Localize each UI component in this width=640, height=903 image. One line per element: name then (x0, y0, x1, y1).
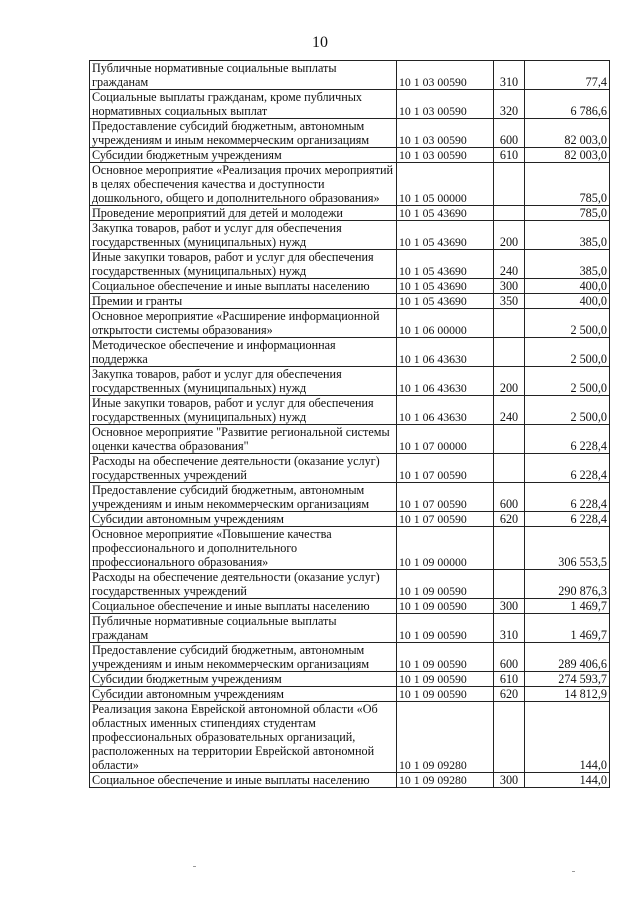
row-name-cell: Предоставление субсидий бюджетным, автономным учреждениям и иным некоммерческим организациям (90, 643, 397, 672)
row-vr-cell: 600 (494, 643, 525, 672)
row-amount-cell: 2 500,0 (525, 367, 610, 396)
row-name-cell: Расходы на обеспечение деятельности (оказание услуг) государственных учреждений (90, 570, 397, 599)
row-name-cell: Основное мероприятие «Повышение качества профессионального и дополнительного профессионального образования» (90, 527, 397, 570)
row-code-cell: 10 1 06 43630 (397, 396, 494, 425)
row-name-cell: Субсидии бюджетным учреждениям (90, 672, 397, 687)
row-code-cell: 10 1 05 43690 (397, 250, 494, 279)
row-vr-cell: 600 (494, 119, 525, 148)
row-vr-cell (494, 570, 525, 599)
row-vr-cell: 610 (494, 672, 525, 687)
row-name-cell: Публичные нормативные социальные выплаты гражданам (90, 61, 397, 90)
row-amount-cell: 2 500,0 (525, 309, 610, 338)
row-name-cell: Субсидии автономным учреждениям (90, 687, 397, 702)
row-name-cell: Предоставление субсидий бюджетным, автономным учреждениям и иным некоммерческим организациям (90, 483, 397, 512)
row-code-cell: 10 1 05 43690 (397, 221, 494, 250)
row-vr-cell: 200 (494, 367, 525, 396)
row-amount-cell: 385,0 (525, 221, 610, 250)
row-vr-cell: 620 (494, 687, 525, 702)
row-vr-cell: 300 (494, 773, 525, 788)
table-row (90, 425, 610, 454)
table-row (90, 570, 610, 599)
row-amount-cell: 1 469,7 (525, 614, 610, 643)
row-amount-cell: 2 500,0 (525, 338, 610, 367)
row-name-cell: Субсидии автономным учреждениям (90, 512, 397, 527)
table-row (90, 687, 610, 702)
row-name-cell: Расходы на обеспечение деятельности (оказание услуг) государственных учреждений (90, 454, 397, 483)
row-code-cell: 10 1 09 09280 (397, 702, 494, 773)
row-amount-cell: 289 406,6 (525, 643, 610, 672)
row-amount-cell: 14 812,9 (525, 687, 610, 702)
row-name-cell: Методическое обеспечение и информационная поддержка (90, 338, 397, 367)
table-row (90, 309, 610, 338)
table-row (90, 527, 610, 570)
row-code-cell: 10 1 07 00590 (397, 512, 494, 527)
row-vr-cell: 350 (494, 294, 525, 309)
row-vr-cell: 240 (494, 396, 525, 425)
row-code-cell: 10 1 09 00590 (397, 614, 494, 643)
row-name-cell: Социальное обеспечение и иные выплаты населению (90, 279, 397, 294)
table-row (90, 61, 610, 90)
row-vr-cell: 240 (494, 250, 525, 279)
row-name-cell: Публичные нормативные социальные выплаты гражданам (90, 614, 397, 643)
table-row (90, 367, 610, 396)
row-vr-cell (494, 454, 525, 483)
row-code-cell: 10 1 07 00000 (397, 425, 494, 454)
row-vr-cell (494, 309, 525, 338)
row-code-cell: 10 1 09 09280 (397, 773, 494, 788)
row-amount-cell: 400,0 (525, 279, 610, 294)
row-name-cell: Социальные выплаты гражданам, кроме публичных нормативных социальных выплат (90, 90, 397, 119)
row-vr-cell: 610 (494, 148, 525, 163)
row-vr-cell: 600 (494, 483, 525, 512)
row-amount-cell: 274 593,7 (525, 672, 610, 687)
row-code-cell: 10 1 09 00590 (397, 687, 494, 702)
row-code-cell: 10 1 05 43690 (397, 294, 494, 309)
row-code-cell: 10 1 06 43630 (397, 367, 494, 396)
table-row (90, 396, 610, 425)
row-amount-cell: 306 553,5 (525, 527, 610, 570)
row-vr-cell: 310 (494, 614, 525, 643)
table-row (90, 338, 610, 367)
row-amount-cell: 6 228,4 (525, 425, 610, 454)
row-amount-cell: 6 228,4 (525, 483, 610, 512)
row-vr-cell: 320 (494, 90, 525, 119)
row-code-cell: 10 1 09 00590 (397, 643, 494, 672)
row-vr-cell: 200 (494, 221, 525, 250)
scan-speck (572, 871, 575, 872)
row-name-cell: Основное мероприятие «Расширение информационной открытости системы образования» (90, 309, 397, 338)
row-amount-cell: 6 786,6 (525, 90, 610, 119)
row-code-cell: 10 1 09 00000 (397, 527, 494, 570)
scan-speck (193, 866, 196, 867)
table-row (90, 279, 610, 294)
row-amount-cell: 82 003,0 (525, 148, 610, 163)
row-vr-cell (494, 425, 525, 454)
row-code-cell: 10 1 06 00000 (397, 309, 494, 338)
table-row (90, 672, 610, 687)
row-amount-cell: 82 003,0 (525, 119, 610, 148)
table-row (90, 119, 610, 148)
row-name-cell: Основное мероприятие "Развитие региональной системы оценки качества образования" (90, 425, 397, 454)
row-name-cell: Иные закупки товаров, работ и услуг для обеспечения государственных (муниципальных) нужд (90, 396, 397, 425)
budget-table-body (90, 61, 610, 788)
row-code-cell: 10 1 09 00590 (397, 672, 494, 687)
row-code-cell: 10 1 03 00590 (397, 61, 494, 90)
table-row (90, 90, 610, 119)
table-row (90, 250, 610, 279)
row-code-cell: 10 1 03 00590 (397, 119, 494, 148)
row-amount-cell: 785,0 (525, 206, 610, 221)
table-row (90, 454, 610, 483)
row-vr-cell: 620 (494, 512, 525, 527)
table-row (90, 483, 610, 512)
row-name-cell: Социальное обеспечение и иные выплаты населению (90, 773, 397, 788)
row-name-cell: Реализация закона Еврейской автономной области «Об областных именных стипендиях студентам профессиональных образовательных организаций, расположенных на территории Еврейской автономной области» (90, 702, 397, 773)
budget-table (89, 60, 610, 788)
table-row (90, 163, 610, 206)
row-vr-cell (494, 163, 525, 206)
row-name-cell: Закупка товаров, работ и услуг для обеспечения государственных (муниципальных) нужд (90, 367, 397, 396)
row-vr-cell (494, 206, 525, 221)
row-amount-cell: 77,4 (525, 61, 610, 90)
row-amount-cell: 6 228,4 (525, 512, 610, 527)
row-vr-cell (494, 702, 525, 773)
table-row (90, 206, 610, 221)
row-name-cell: Иные закупки товаров, работ и услуг для обеспечения государственных (муниципальных) нужд (90, 250, 397, 279)
row-amount-cell: 144,0 (525, 702, 610, 773)
table-row (90, 614, 610, 643)
table-row (90, 773, 610, 788)
row-vr-cell (494, 527, 525, 570)
page-number: 10 (312, 34, 328, 51)
row-vr-cell (494, 338, 525, 367)
row-amount-cell: 144,0 (525, 773, 610, 788)
row-amount-cell: 290 876,3 (525, 570, 610, 599)
table-row (90, 512, 610, 527)
row-code-cell: 10 1 07 00590 (397, 483, 494, 512)
row-vr-cell: 310 (494, 61, 525, 90)
row-name-cell: Основное мероприятие «Реализация прочих мероприятий в целях обеспечения качества и доступности дошкольного, общего и дополнительного образования» (90, 163, 397, 206)
row-amount-cell: 1 469,7 (525, 599, 610, 614)
row-amount-cell: 400,0 (525, 294, 610, 309)
row-amount-cell: 785,0 (525, 163, 610, 206)
row-name-cell: Социальное обеспечение и иные выплаты населению (90, 599, 397, 614)
row-vr-cell: 300 (494, 279, 525, 294)
table-row (90, 294, 610, 309)
row-code-cell: 10 1 06 43630 (397, 338, 494, 367)
row-name-cell: Премии и гранты (90, 294, 397, 309)
row-amount-cell: 385,0 (525, 250, 610, 279)
row-code-cell: 10 1 03 00590 (397, 148, 494, 163)
row-amount-cell: 2 500,0 (525, 396, 610, 425)
row-code-cell: 10 1 07 00590 (397, 454, 494, 483)
row-vr-cell: 300 (494, 599, 525, 614)
row-amount-cell: 6 228,4 (525, 454, 610, 483)
row-code-cell: 10 1 09 00590 (397, 599, 494, 614)
row-name-cell: Проведение мероприятий для детей и молодежи (90, 206, 397, 221)
row-code-cell: 10 1 09 00590 (397, 570, 494, 599)
row-code-cell: 10 1 05 43690 (397, 206, 494, 221)
table-row (90, 643, 610, 672)
row-code-cell: 10 1 05 00000 (397, 163, 494, 206)
table-row (90, 599, 610, 614)
row-code-cell: 10 1 05 43690 (397, 279, 494, 294)
row-name-cell: Субсидии бюджетным учреждениям (90, 148, 397, 163)
row-code-cell: 10 1 03 00590 (397, 90, 494, 119)
table-row (90, 148, 610, 163)
row-name-cell: Предоставление субсидий бюджетным, автономным учреждениям и иным некоммерческим организациям (90, 119, 397, 148)
row-name-cell: Закупка товаров, работ и услуг для обеспечения государственных (муниципальных) нужд (90, 221, 397, 250)
table-row (90, 702, 610, 773)
table-row (90, 221, 610, 250)
